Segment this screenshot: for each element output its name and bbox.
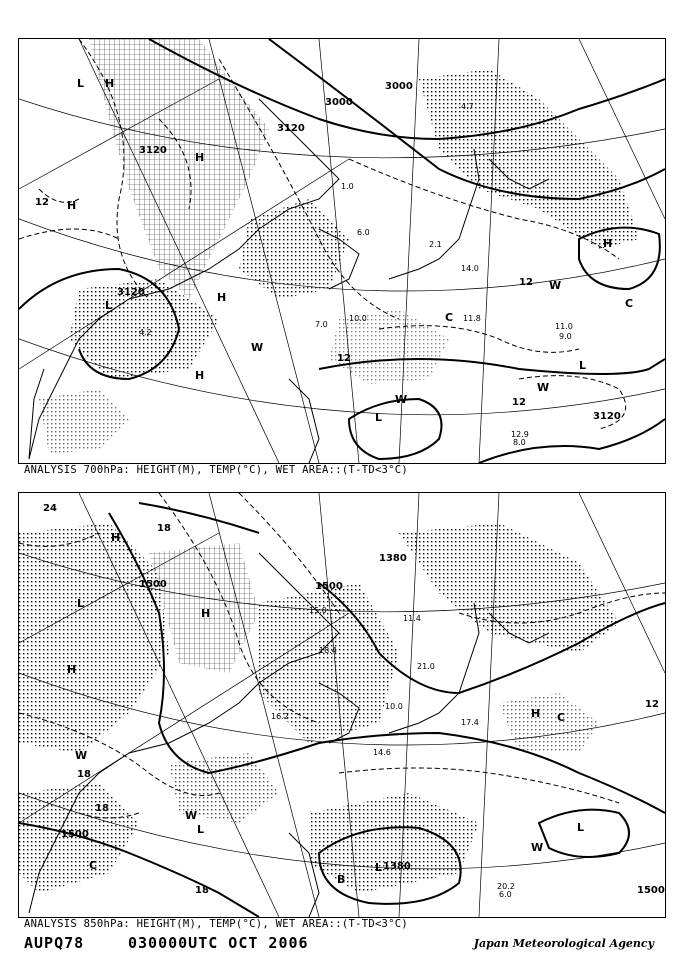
analysis-datetime: 030000UTC OCT 2006 (128, 934, 309, 952)
pressure-center: L (77, 597, 85, 610)
pressure-center: L (375, 411, 383, 424)
contour-label: 1380 (379, 553, 407, 564)
station-value: 18.4 (319, 646, 337, 655)
station-value: 16.2 (271, 712, 289, 721)
station-value: 11.8 (463, 314, 481, 323)
pressure-center: B (337, 873, 346, 886)
station-value: 1.0 (341, 182, 354, 191)
station-value: 6.0 (357, 228, 370, 237)
pressure-center: W (537, 381, 550, 394)
station-value: 6.0 (499, 890, 512, 899)
station-value: 20.2 (497, 882, 515, 891)
caption-850hpa: ANALYSIS 850hPa: HEIGHT(M), TEMP(°C), WET AREA::(T-TD<3°C) (24, 918, 409, 930)
station-value: 14.0 (461, 264, 479, 273)
contour-label: 3000 (385, 81, 413, 92)
map-panel-700hpa (18, 38, 666, 464)
contour-label: 3120 (117, 287, 145, 298)
pressure-center: W (251, 341, 264, 354)
pressure-center: C (557, 711, 566, 724)
contour-label: 1380 (383, 861, 411, 872)
station-value: 12.9 (511, 430, 529, 439)
station-value: 11.4 (403, 614, 421, 623)
pressure-center: W (531, 841, 544, 854)
pressure-center: H (201, 607, 211, 620)
station-value: 11.0 (555, 322, 573, 331)
station-value: 9.0 (559, 332, 572, 341)
pressure-center: W (185, 809, 198, 822)
contour-label: 12 (645, 699, 659, 710)
contour-label: 3120 (139, 145, 167, 156)
station-value: 4.7 (461, 102, 474, 111)
contour-label: 12 (337, 353, 351, 364)
map-panel-850hpa (18, 492, 666, 918)
contour-label: 3120 (593, 411, 621, 422)
contour-label: 1500 (61, 829, 89, 840)
station-value: 14.6 (373, 748, 391, 757)
pressure-center: H (603, 237, 613, 250)
pressure-center: H (195, 151, 205, 164)
pressure-center: C (89, 859, 98, 872)
pressure-center: C (625, 297, 634, 310)
station-value: 17.4 (461, 718, 479, 727)
contour-label: 24 (43, 503, 57, 514)
pressure-center: H (195, 369, 205, 382)
pressure-center: L (375, 861, 383, 874)
contour-label: 1500 (315, 581, 343, 592)
contour-label: 3120 (277, 123, 305, 134)
pressure-center: L (579, 359, 587, 372)
map-700hpa-svg (19, 39, 665, 463)
pressure-center: H (67, 199, 77, 212)
station-value: 8.0 (513, 438, 526, 447)
station-value: 10.0 (385, 702, 403, 711)
pressure-center: L (105, 299, 113, 312)
station-value: 15.0 (309, 606, 327, 615)
pressure-center: H (217, 291, 227, 304)
pressure-center: L (197, 823, 205, 836)
wet-area-850 (19, 523, 619, 893)
pressure-center: H (111, 531, 121, 544)
caption-700hpa: ANALYSIS 700hPa: HEIGHT(M), TEMP(°C), WET AREA::(T-TD<3°C) (24, 464, 409, 476)
contour-label: 18 (195, 885, 209, 896)
station-value: 2.1 (429, 240, 442, 249)
pressure-center: H (531, 707, 541, 720)
contour-label: 18 (157, 523, 171, 534)
pressure-center: H (67, 663, 77, 676)
contour-label: 12 (35, 197, 49, 208)
pressure-center: H (105, 77, 115, 90)
pressure-center: L (77, 77, 85, 90)
pressure-center: W (75, 749, 88, 762)
contour-label: 12 (519, 277, 533, 288)
agency-name: Japan Meteorological Agency (473, 937, 654, 950)
station-value: 4.2 (139, 328, 152, 337)
station-value: 21.0 (417, 662, 435, 671)
contour-label: 1500 (139, 579, 167, 590)
pressure-center: L (577, 821, 585, 834)
pressure-center: C (445, 311, 454, 324)
station-value: 10.0 (349, 314, 367, 323)
pressure-center: W (549, 279, 562, 292)
pressure-center: W (395, 393, 408, 406)
map-850hpa-svg (19, 493, 665, 917)
station-value: 7.0 (315, 320, 328, 329)
contour-label: 18 (77, 769, 91, 780)
chart-code: AUPQ78 (24, 934, 85, 952)
contour-label: 12 (512, 397, 526, 408)
contour-label: 1500 (637, 885, 665, 896)
contour-label: 18 (95, 803, 109, 814)
contour-label: 3000 (325, 97, 353, 108)
